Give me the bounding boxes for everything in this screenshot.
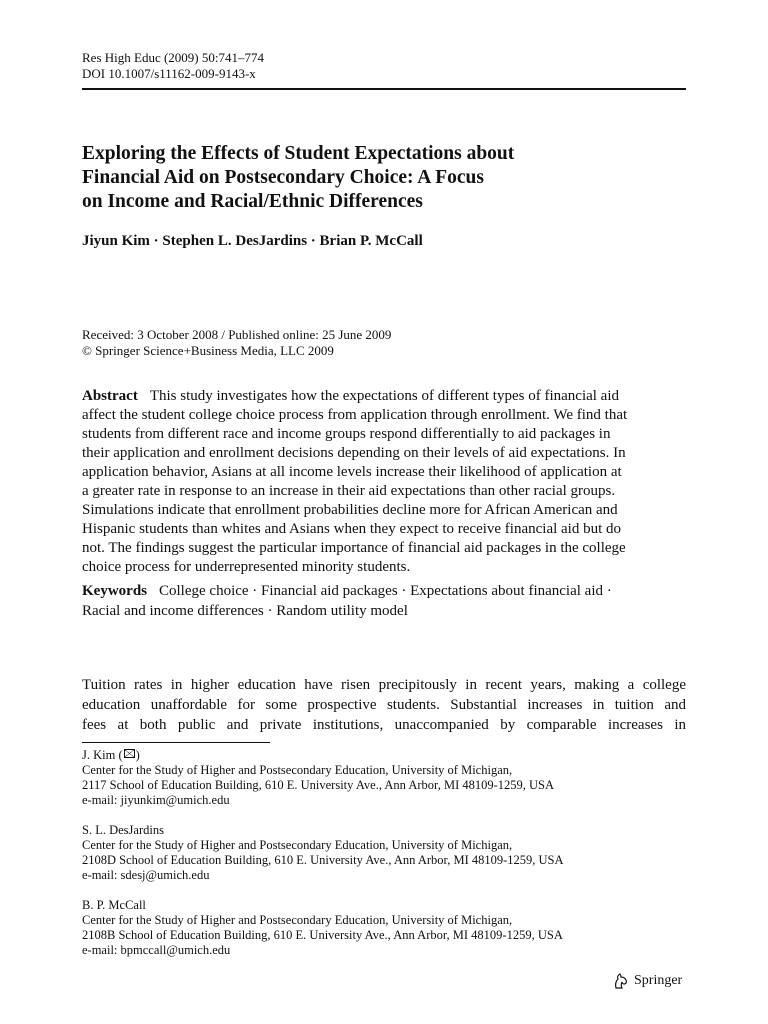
- authors: Jiyun Kim · Stephen L. DesJardins · Brian P. McCall: [82, 233, 423, 249]
- author-affiliation: Center for the Study of Higher and Postsecondary Education, University of Michigan,: [82, 913, 513, 927]
- abstract-line: Simulations indicate that enrollment probabilities decline more for African American and: [82, 502, 618, 518]
- doi: DOI 10.1007/s11162-009-9143-x: [82, 66, 256, 81]
- springer-horse-icon: [612, 972, 630, 990]
- abstract-label: Abstract: [82, 388, 138, 404]
- paper-title: [82, 142, 682, 214]
- body-text: [82, 675, 686, 735]
- journal-header: [82, 50, 264, 82]
- copyright: © Springer Science+Business Media, LLC 2009: [82, 343, 334, 358]
- author-email[interactable]: e-mail: sdesj@umich.edu: [82, 868, 210, 882]
- abstract-line: not. The findings suggest the particular importance of financial aid packages in the college: [82, 540, 626, 556]
- author-affiliation: Center for the Study of Higher and Postsecondary Education, University of Michigan,: [82, 838, 513, 852]
- abstract-line: Hispanic students than whites and Asians when they expect to receive financial aid but do: [82, 521, 622, 537]
- abstract-line: their application and enrollment decisions depending on their levels of aid expectations. In: [82, 445, 626, 461]
- body-line: education unaffordable for some prospective students. Substantial increases in tuition and: [82, 697, 686, 713]
- abstract-line: students from different race and income groups respond differentially to aid packages in: [82, 426, 611, 442]
- abstract-line: a greater rate in response to an increase in their aid expectations than other racial groups.: [82, 483, 616, 499]
- keywords-line: Racial and income differences · Random utility model: [82, 603, 408, 619]
- title-line: on Income and Racial/Ethnic Differences: [82, 191, 423, 212]
- publisher-logo: [612, 972, 682, 990]
- author-footnote: [82, 823, 686, 883]
- abstract-line: choice process for underrepresented minority students.: [82, 559, 411, 575]
- abstract: [82, 387, 686, 577]
- author-affiliation: Center for the Study of Higher and Postsecondary Education, University of Michigan,: [82, 763, 513, 777]
- author-name: J. Kim ( ): [82, 748, 140, 762]
- abstract-line: application behavior, Asians at all income levels increase their likelihood of application at: [82, 464, 622, 480]
- author-email[interactable]: e-mail: bpmccall@umich.edu: [82, 943, 231, 957]
- keywords: [82, 581, 686, 621]
- author-email[interactable]: e-mail: jiyunkim@umich.edu: [82, 793, 230, 807]
- author-name: S. L. DesJardins: [82, 823, 164, 837]
- title-line: Financial Aid on Postsecondary Choice: A Focus: [82, 167, 484, 188]
- title-line: Exploring the Effects of Student Expectations about: [82, 143, 515, 164]
- author-name: B. P. McCall: [82, 898, 146, 912]
- header-rule: [82, 88, 686, 90]
- author-address: 2108B School of Education Building, 610 E. University Ave., Ann Arbor, MI 48109-1259, USA: [82, 928, 563, 942]
- keywords-label: Keywords: [82, 583, 147, 599]
- publication-history: [82, 327, 391, 359]
- keywords-line: College choice · Financial aid packages · Expectations about financial aid ·: [159, 583, 612, 599]
- author-footnote: [82, 898, 686, 958]
- footnote-rule: [82, 742, 270, 743]
- abstract-line: This study investigates how the expectations of different types of financial aid: [149, 388, 620, 404]
- author-address: 2108D School of Education Building, 610 E. University Ave., Ann Arbor, MI 48109-1259, USA: [82, 853, 564, 867]
- publisher-name: Springer: [634, 973, 683, 988]
- abstract-line: affect the student college choice process from application through enrollment. We find that: [82, 407, 628, 423]
- body-line: fees at both public and private institutions, unaccompanied by comparable increases in: [82, 717, 686, 733]
- author-footnotes: [82, 748, 686, 973]
- body-line: Tuition rates in higher education have risen precipitously in recent years, making a college: [82, 677, 686, 693]
- author-address: 2117 School of Education Building, 610 E. University Ave., Ann Arbor, MI 48109-1259, USA: [82, 778, 555, 792]
- received-date: Received: 3 October 2008 / Published online: 25 June 2009: [82, 327, 392, 342]
- author-footnote: [82, 748, 686, 808]
- citation: Res High Educ (2009) 50:741–774: [82, 50, 264, 65]
- envelope-icon[interactable]: [124, 749, 135, 758]
